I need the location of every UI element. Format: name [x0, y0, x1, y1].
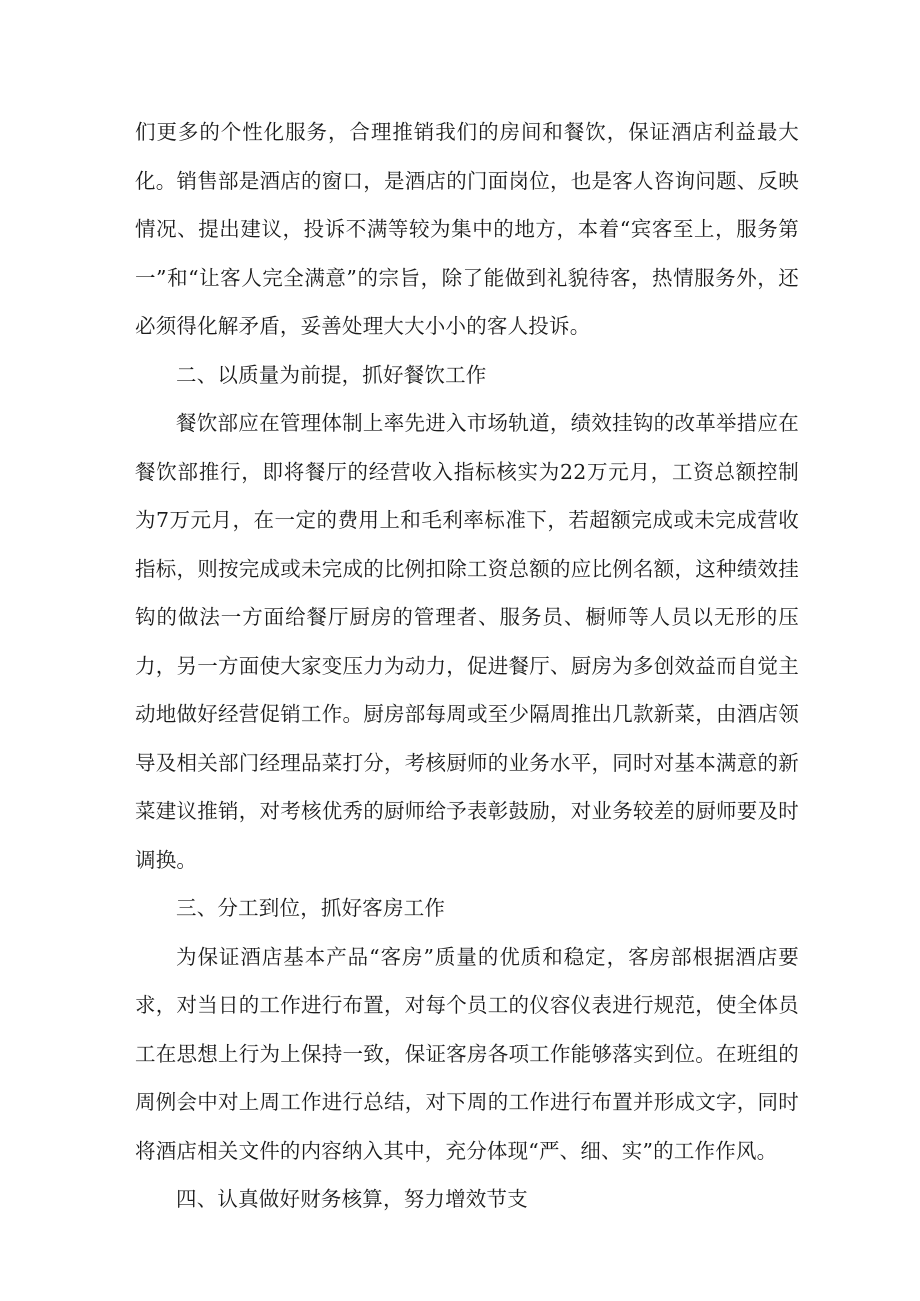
- document-page: [135, 108, 799, 1224]
- heading-finance: 四、认真做好财务核算，努力增效节支: [176, 1187, 528, 1211]
- paragraph-catering: 餐饮部应在管理体制上率先进入市场轨道，绩效挂钩的改革举措应在餐饮部推行，即将餐厅的经营收入指标核实为22万元月，工资总额控制为7万元月，在一定的费用上和毛利率标准下，若超额完成或未完成营收指标，则按完成或未完成的比例扣除工资总额的应比例名额，这种绩效挂钩的做法一方面给餐厅厨房的管理者、服务员、橱师等人员以无形的压力，另一方面使大家变压力为动力，促进餐厅、厨房为多创效益而自觉主动地做好经营促销工作。厨房部每周或至少隔周推出几款新菜，由酒店领导及相关部门经理品菜打分，考核厨师的业务水平，同时对基本满意的新菜建议推销，对考核优秀的厨师给予表彰鼓励，对业务较差的厨师要及时调换。: [135, 411, 799, 872]
- paragraph-sales-service: 们更多的个性化服务，合理推销我们的房间和餐饮，保证酒店利益最大化。销售部是酒店的窗口，是酒店的门面岗位，也是客人咨询问题、反映情况、提出建议，投诉不满等较为集中的地方，本着“宾客至上，服务第一”和“让客人完全满意”的宗旨，除了能做到礼貌待客，热情服务外，还必须得化解矛盾，妥善处理大大小小的客人投诉。: [135, 120, 799, 338]
- paragraph-housekeeping: 为保证酒店基本产品“客房”质量的优质和稳定，客房部根据酒店要求，对当日的工作进行布置，对每个员工的仪容仪表进行规范，使全体员工在思想上行为上保持一致，保证客房各项工作能够落实到位。在班组的周例会中对上周工作进行总结，对下周的工作进行布置并形成文字，同时将酒店相关文件的内容纳入其中，充分体现“严、细、实”的工作作风。: [135, 944, 799, 1163]
- heading-housekeeping: 三、分工到位，抓好客房工作: [176, 896, 446, 920]
- heading-catering: 二、以质量为前提，抓好餐饮工作: [176, 362, 487, 387]
